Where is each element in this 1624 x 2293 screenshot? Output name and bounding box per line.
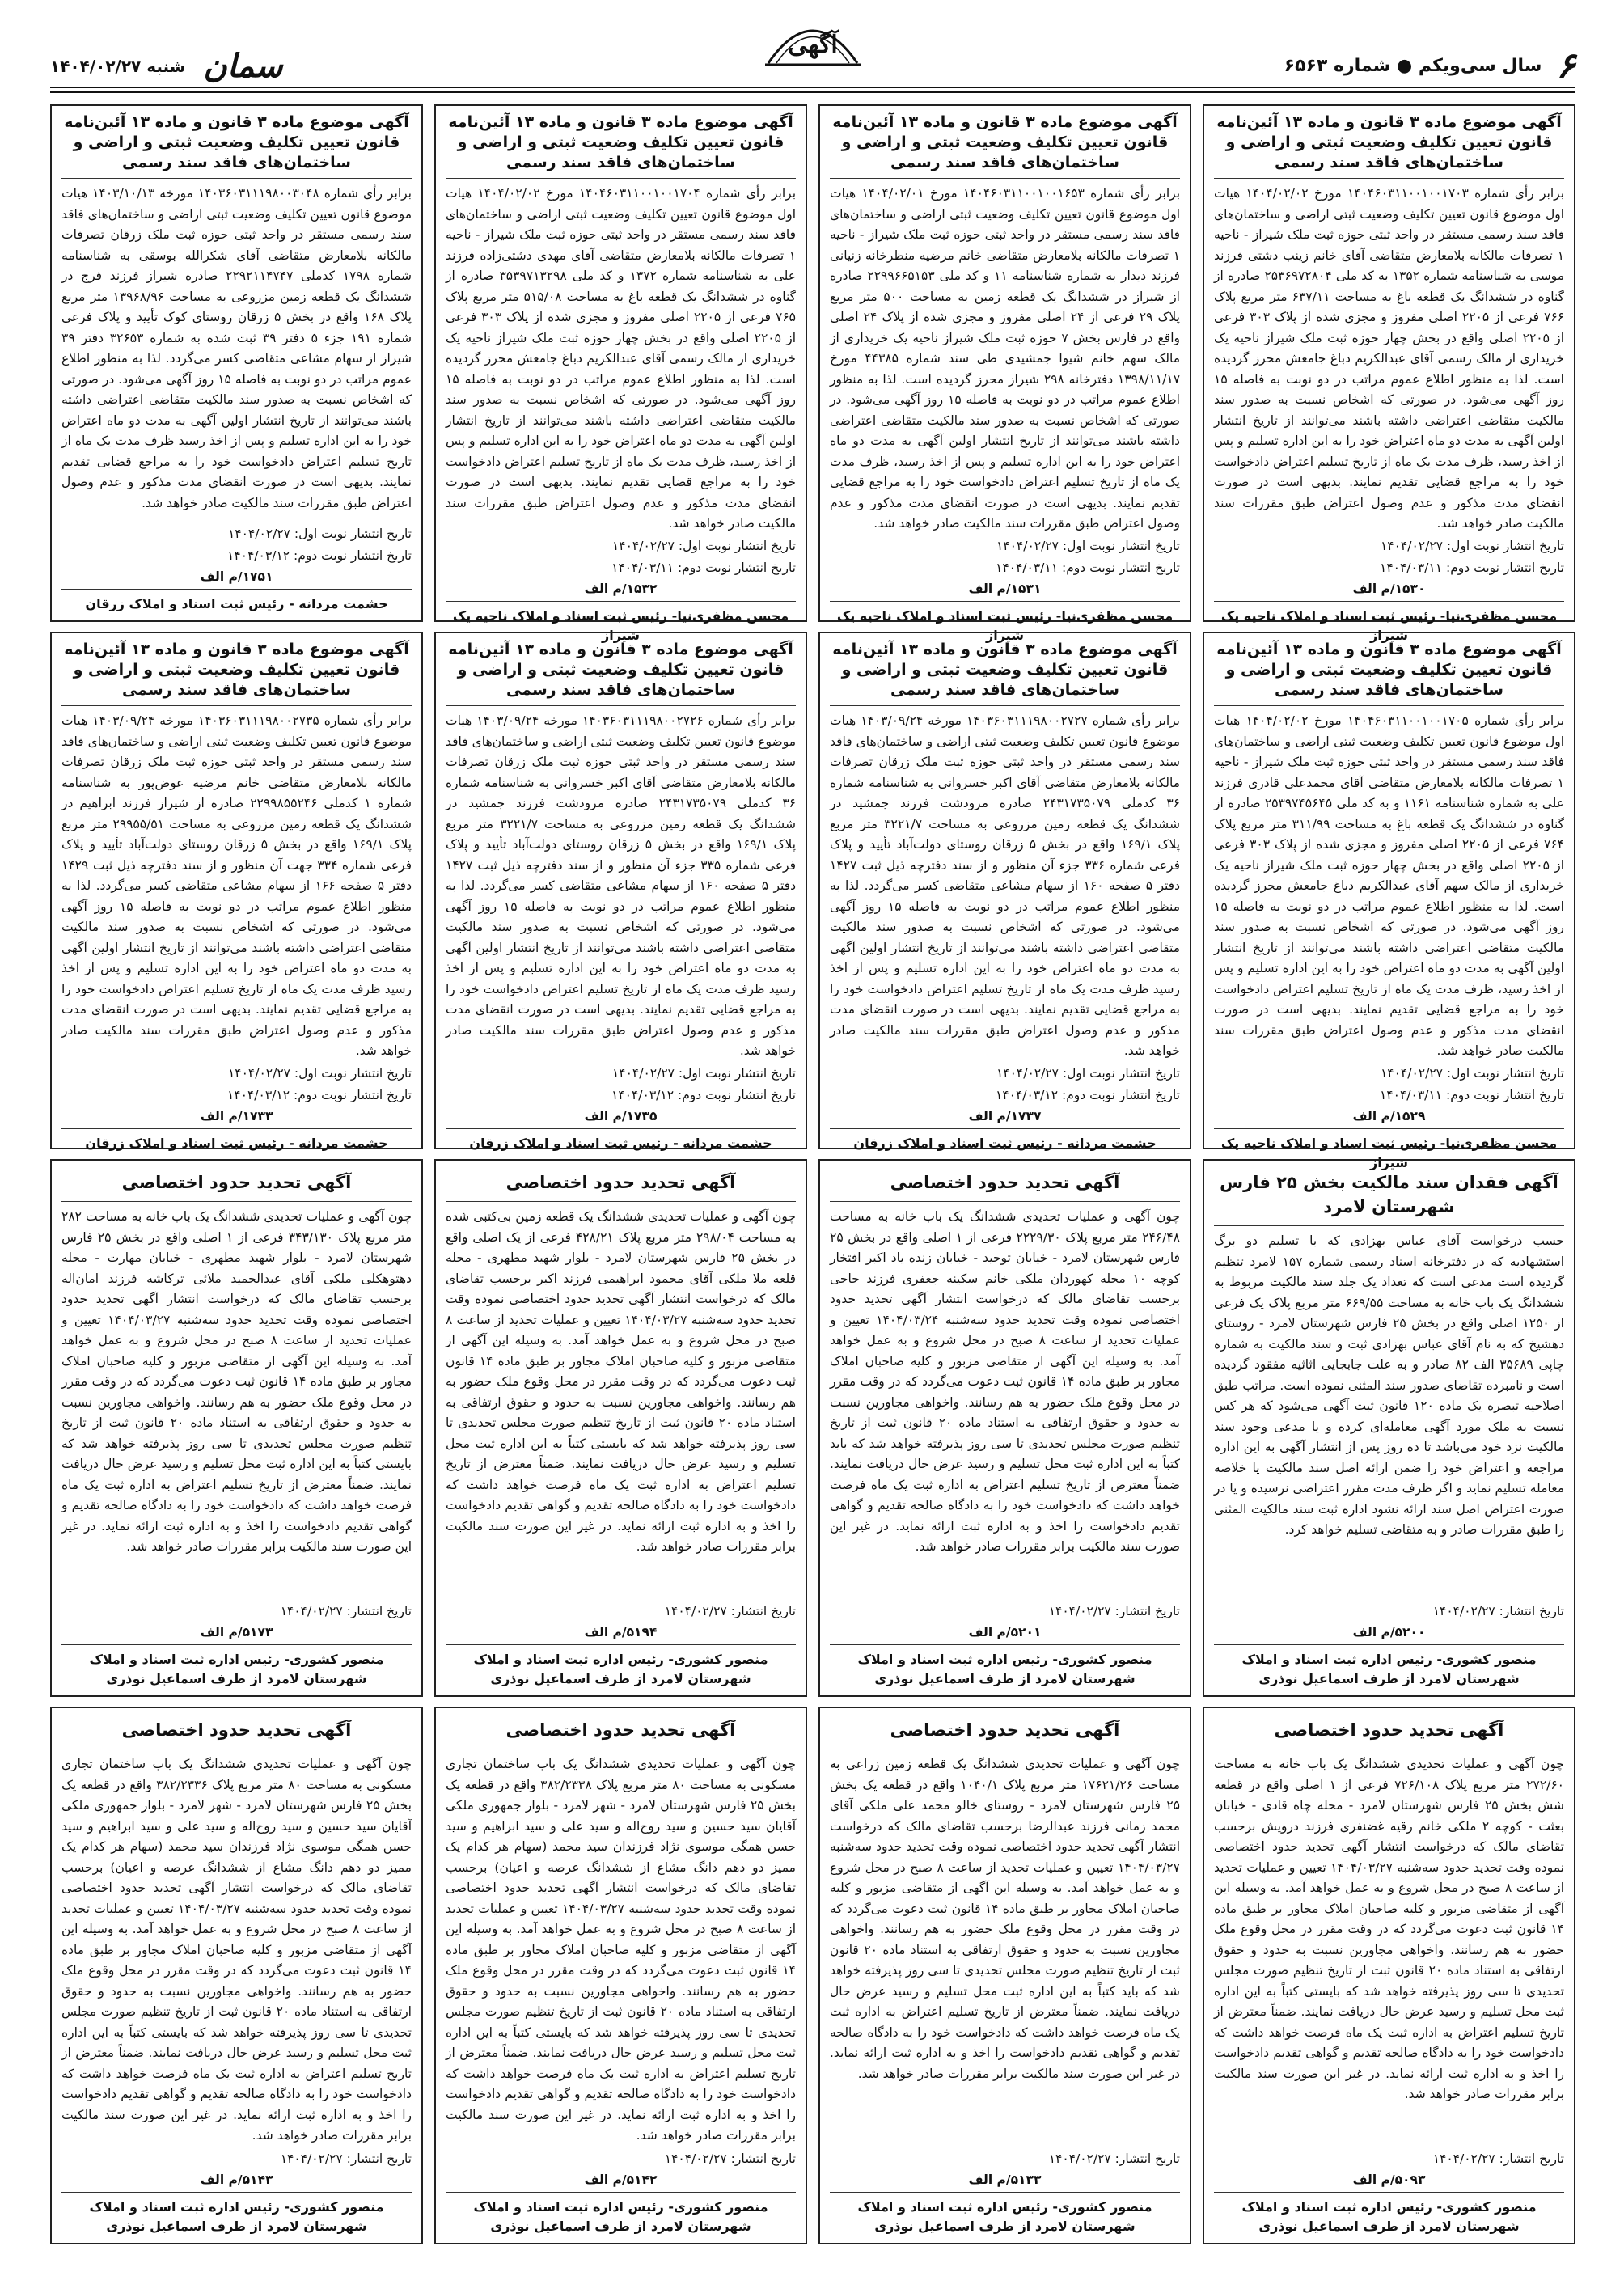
ad-title: آگهی تحدید حدود اختصاصی (830, 1715, 1180, 1749)
ad-card (434, 104, 807, 643)
ad-signature: حشمت مردانه - رئیس ثبت اسناد و املاک زرقان (61, 589, 412, 614)
ad-signature: منصور کشوری- رئیس اداره ثبت اسناد و املاک شهرستان لامرد از طرف اسماعیل نوذری (446, 2192, 796, 2236)
ad-date-second: تاریخ انتشار نوبت دوم: ۱۴۰۴/۰۳/۱۱ (1380, 1087, 1564, 1102)
section-title: آگهی (788, 31, 838, 59)
ad-card (434, 1707, 807, 2244)
ad-date-second: تاریخ انتشار نوبت دوم: ۱۴۰۴/۰۳/۱۱ (611, 560, 796, 575)
ad-date: تاریخ انتشار: ۱۴۰۴/۰۲/۲۷ (1048, 2151, 1180, 2166)
ad-title: آگهی تحدید حدود اختصاصی (830, 1167, 1180, 1202)
ad-date: تاریخ انتشار: ۱۴۰۴/۰۲/۲۷ (1048, 1604, 1180, 1618)
ad-date-second: تاریخ انتشار نوبت دوم: ۱۴۰۴/۰۳/۱۲ (996, 1087, 1180, 1102)
ad-date-second: تاریخ انتشار نوبت دوم: ۱۴۰۴/۰۳/۱۱ (1380, 560, 1564, 575)
ad-signature: حشمت مردانه - رئیس ثبت اسناد و املاک زرقان (61, 1128, 412, 1153)
ad-body: برابر رأی شماره ۱۴۰۳۶۰۳۱۱۱۹۸۰۰۳۰۴۸ مورخه ۱۴۰۳/۱۰/۱۳ هیات موضوع قانون تعیین تکلیف وضعیت ثبتی اراضی و ساختمان‌های فاقد سند رسمی مستقر در واحد ثبتی حوزه ثبت ملک زرقان تصرفات مالکانه بلامعارض متقاضی آقای شکرالله بوسقی به شناسنامه شماره ۱۷۹۸ کدملی ۲۲۹۲۱۱۴۷۴۷ صادره شیراز فرزند فرج در ششدانگ یک قطعه زمین مزروعی به مساحت ۱۳۹۶۸/۹۶ متر مربع پلاک ۱۶۸ واقع در بخش ۵ زرقان روستای کوک تأیید و پلاک فرعی شماره ۱۹۱ جزء ۵ دفتر ۳۹ ثبت شده به شماره ۳۲۶۵۳ دفتر ۳۹ شیراز از سهام مشاعی متقاضی کسر می‌گردد. لذا به منظور اطلاع عموم مراتب در دو نوبت به فاصله ۱۵ روز آگهی می‌شود. در صورتی که اشخاص نسبت به صدور سند مالکیت متقاضی اعتراضی داشته باشند می‌توانند از تاریخ انتشار اولین آگهی به مدت دو ماه اعتراض خود را به این اداره تسلیم و پس از اخذ رسید ظرف مدت یک ماه از تاریخ تسلیم اعتراض دادخواست خود را به مراجع قضایی تقدیم نمایند. بدیهی است در صورت انقضای مدت مذکور و عدم وصول اعتراض طبق مقررات سند مالکیت صادر خواهد شد. (61, 186, 412, 510)
ad-title: آگهی موضوع ماده ۳ قانون و ماده ۱۳ آئین‌نامه قانون تعیین تکلیف وضعیت ثبتی و اراضی و ساختمان‌های فاقد سند رسمی (1214, 640, 1564, 706)
ad-date-first: تاریخ انتشار نوبت اول: ۱۴۰۴/۰۲/۲۷ (227, 527, 412, 541)
ad-card (818, 1159, 1191, 1697)
header-divider (50, 87, 1575, 88)
ad-signature: حشمت مردانه - رئیس ثبت اسناد و املاک زرقان (446, 1128, 796, 1153)
masthead (50, 0, 1575, 93)
ad-body: برابر رأی شماره ۱۴۰۴۶۰۳۱۱۰۰۱۰۰۱۶۵۳ مورخ ۱۴۰۴/۰۲/۰۱ هیات اول موضوع قانون تعیین تکلیف وضعیت ثبتی اراضی و ساختمان‌های فاقد سند رسمی مستقر در واحد ثبتی حوزه ثبت ملک شیراز - ناحیه ۱ تصرفات مالکانه بلامعارض متقاضی خانم مرضیه منظرخانه زنیانی فرزند دیدار به شماره شناسنامه ۱۱ و کد ملی ۲۲۹۹۶۶۵۱۵۳ صادره از شیراز در ششدانگ یک قطعه زمین به مساحت ۵۰۰ متر مربع پلاک ۲۹ فرعی از ۲۴ اصلی مفروز و مجزی شده از پلاک ۲۴ اصلی واقع در فارس بخش ۷ حوزه ثبت ملک شیراز ناحیه یک خریداری از مالک سهم خانم شیوا جمشیدی طی سند شماره ۴۴۳۸۵ مورخ ۱۳۹۸/۱۱/۱۷ دفترخانه ۲۹۸ شیراز محرز گردیده است. لذا به منظور اطلاع عموم مراتب در دو نوبت به فاصله ۱۵ روز آگهی می‌شود. در صورتی که اشخاص نسبت به صدور سند مالکیت متقاضی اعتراضی داشته باشند می‌توانند از تاریخ انتشار اولین آگهی به مدت دو ماه اعتراض خود را به این اداره تسلیم و پس از اخذ رسید، ظرف مدت یک ماه از تاریخ تسلیم اعتراض دادخواست خود را به مراجع قضایی تقدیم نمایند. بدیهی است در صورت انقضای مدت مذکور و عدم وصول اعتراض طبق مقررات سند مالکیت صادر خواهد شد. (830, 186, 1181, 531)
ad-card (50, 1159, 423, 1697)
ad-card (434, 632, 807, 1149)
ad-date-first: تاریخ انتشار نوبت اول: ۱۴۰۴/۰۲/۲۷ (996, 1065, 1180, 1081)
ad-code: ۵۱۳۳/م الف (968, 2172, 1042, 2187)
ad-date-second: تاریخ انتشار نوبت دوم: ۱۴۰۴/۰۳/۱۲ (227, 548, 412, 563)
ad-date-first: تاریخ انتشار نوبت اول: ۱۴۰۴/۰۲/۲۷ (611, 1065, 796, 1081)
ad-date: تاریخ انتشار: ۱۴۰۴/۰۲/۲۷ (280, 2151, 412, 2166)
ad-body: برابر رأی شماره ۱۴۰۳۶۰۳۱۱۱۹۸۰۰۲۷۲۷ مورخه ۱۴۰۳/۰۹/۲۴ هیات موضوع قانون تعیین تکلیف وضعیت ثبتی اراضی و ساختمان‌های فاقد سند رسمی مستقر در واحد ثبتی حوزه ثبت ملک زرقان تصرفات مالکانه بلامعارض متقاضی آقای اکبر خسروانی به شناسنامه شماره ۳۶ کدملی ۲۴۳۱۷۳۵۰۷۹ صادره مرودشت فرزند جمشید در ششدانگ یک قطعه زمین مزروعی به مساحت ۳۲۲۱/۷ متر مربع پلاک ۱۶۹/۱ واقع در بخش ۵ زرقان روستای دولت‌آباد تأیید و پلاک فرعی شماره ۳۳۶ جزء آن منظور و از سند دفترچه ذیل ثبت ۱۴۲۷ دفتر ۵ صفحه ۱۶۰ از سهام مشاعی متقاضی کسر می‌گردد. لذا به منظور اطلاع عموم مراتب در دو نوبت به فاصله ۱۵ روز آگهی می‌شود. در صورتی که اشخاص نسبت به صدور سند مالکیت متقاضی اعتراضی داشته باشند می‌توانند از تاریخ انتشار اولین آگهی به مدت دو ماه اعتراض خود را به این اداره تسلیم و پس از اخذ رسید ظرف مدت یک ماه از تاریخ تسلیم اعتراض دادخواست خود را به مراجع قضایی تقدیم نمایند. بدیهی است در صورت انقضای مدت مذکور و عدم وصول اعتراض طبق مقررات سند مالکیت صادر خواهد شد. (830, 713, 1181, 1058)
ad-signature: منصور کشوری- رئیس اداره ثبت اسناد و املاک شهرستان لامرد از طرف اسماعیل نوذری (61, 1644, 412, 1689)
ad-card (1203, 632, 1575, 1170)
ads-grid (50, 104, 1575, 2244)
ad-body: چون آگهی و عملیات تحدیدی ششدانگ یک باب ساختمان تجاری مسکونی به مساحت ۸۰ متر مربع پلاک ۳۸۲/۲۳۳۶ واقع در قطعه یک بخش ۲۵ فارس شهرستان لامرد - شهر لامرد - بلوار جمهوری ملکی آقایان سید حسین و سید روح‌اله و سید علی و سید ابراهیم و سید حسن همگی موسوی نژاد فرزندان سید محمد (سهام هر کدام یک ممیز دو دهم دانگ مشاع از ششدانگ عرصه و اعیان) برحسب تقاضای مالک که درخواست انتشار آگهی تحدید حدود اختصاصی نموده وقت تحدید حدود سه‌شنبه ۱۴۰۴/۰۳/۲۷ تعیین و عملیات تحدید از ساعت ۸ صبح در محل شروع و به عمل خواهد آمد. به وسیله این آگهی از متقاضی مزبور و کلیه صاحبان املاک مجاور بر طبق ماده ۱۴ قانون ثبت دعوت می‌گردد که در وقت مقرر در محل وقوع ملک حضور به هم رسانند. واخواهی مجاورین نسبت به حدود و حقوق ارتفاقی به استناد ماده ۲۰ قانون ثبت از تاریخ تنظیم صورت مجلس تحدیدی تا سی روز پذیرفته خواهد شد که بایستی کتباً به این اداره ثبت محل تسلیم و رسید عرض حال دریافت نمایند. ضمناً معترض از تاریخ تسلیم اعتراض به اداره ثبت یک ماه فرصت خواهد داشت که دادخواست خود را به دادگاه صالحه تقدیم و گواهی تقدیم دادخواست را اخذ و به اداره ثبت ارائه نماید. در غیر این صورت سند مالکیت برابر مقررات صادر خواهد شد. (61, 1757, 412, 2143)
ad-signature: محسن مظفری‌نیا- رئیس ثبت اسناد و املاک ناحیه یک شیراز (1214, 601, 1564, 645)
ad-date-first: تاریخ انتشار نوبت اول: ۱۴۰۴/۰۲/۲۷ (1380, 538, 1564, 553)
ad-code: ۱۷۳۵/م الف (584, 1108, 658, 1123)
ad-code: ۱۵۳۰/م الف (1352, 581, 1426, 596)
ad-code: ۵۱۴۳/م الف (200, 2172, 273, 2187)
ad-date-first: تاریخ انتشار نوبت اول: ۱۴۰۴/۰۲/۲۷ (227, 1065, 412, 1081)
ad-code: ۵۱۷۳/م الف (200, 1625, 273, 1639)
ad-body: برابر رأی شماره ۱۴۰۳۶۰۳۱۱۱۹۸۰۰۲۷۲۶ مورخه ۱۴۰۳/۰۹/۲۴ هیات موضوع قانون تعیین تکلیف وضعیت ثبتی اراضی و ساختمان‌های فاقد سند رسمی مستقر در واحد ثبتی حوزه ثبت ملک زرقان تصرفات مالکانه بلامعارض متقاضی آقای اکبر خسروانی به شناسنامه شماره ۳۶ کدملی ۲۴۳۱۷۳۵۰۷۹ صادره مرودشت فرزند جمشید در ششدانگ یک قطعه زمین مزروعی به مساحت ۳۲۲۱/۷ متر مربع پلاک ۱۶۹/۱ واقع در بخش ۵ زرقان روستای دولت‌آباد تأیید و پلاک فرعی شماره ۳۳۵ جزء آن منظور و از سند دفترچه ذیل ثبت ۱۴۲۷ دفتر ۵ صفحه ۱۶۰ از سهام مشاعی متقاضی کسر می‌گردد. لذا به منظور اطلاع عموم مراتب در دو نوبت به فاصله ۱۵ روز آگهی می‌شود. در صورتی که اشخاص نسبت به صدور سند مالکیت متقاضی اعتراضی داشته باشند می‌توانند از تاریخ انتشار اولین آگهی به مدت دو ماه اعتراض خود را به این اداره تسلیم و پس از اخذ رسید ظرف مدت یک ماه از تاریخ تسلیم اعتراض دادخواست خود را به مراجع قضایی تقدیم نمایند. بدیهی است در صورت انقضای مدت مذکور و عدم وصول اعتراض طبق مقررات سند مالکیت صادر خواهد شد. (446, 713, 797, 1058)
ad-code: ۱۷۳۳/م الف (200, 1108, 273, 1123)
ad-title: آگهی موضوع ماده ۳ قانون و ماده ۱۳ آئین‌نامه قانون تعیین تکلیف وضعیت ثبتی و اراضی و ساختمان‌های فاقد سند رسمی (61, 640, 412, 706)
ad-signature: منصور کشوری- رئیس اداره ثبت اسناد و املاک شهرستان لامرد از طرف اسماعیل نوذری (1214, 2192, 1564, 2236)
ad-title: آگهی موضوع ماده ۳ قانون و ماده ۱۳ آئین‌نامه قانون تعیین تکلیف وضعیت ثبتی و اراضی و ساختمان‌های فاقد سند رسمی (1214, 112, 1564, 179)
ad-date: تاریخ انتشار: ۱۴۰۴/۰۲/۲۷ (664, 1604, 796, 1618)
ad-code: ۵۲۰۰/م الف (1352, 1625, 1426, 1639)
ad-body: برابر رأی شماره ۱۴۰۳۶۰۳۱۱۱۹۸۰۰۲۷۳۵ مورخه ۱۴۰۳/۰۹/۲۴ هیات موضوع قانون تعیین تکلیف وضعیت ثبتی اراضی و ساختمان‌های فاقد سند رسمی مستقر در واحد ثبتی حوزه ثبت ملک زرقان تصرفات مالکانه بلامعارض متقاضی خانم مرضیه عوض‌پور به شناسنامه شماره ۱ کدملی ۲۲۹۹۸۵۵۲۴۶ صادره از شیراز فرزند ابراهیم در ششدانگ یک قطعه زمین مزروعی به مساحت ۲۹۹۵۵/۵۱ متر مربع پلاک ۱۶۹/۱ واقع در بخش ۵ زرقان روستای دولت‌آباد تأیید و پلاک فرعی شماره ۳۳۴ جهت آن منظور و از سند دفترچه ذیل ثبت ۱۴۲۹ دفتر ۵ صفحه ۱۶۶ از سهام مشاعی متقاضی کسر می‌گردد. لذا به منظور اطلاع عموم مراتب در دو نوبت به فاصله ۱۵ روز آگهی می‌شود. در صورتی که اشخاص نسبت به صدور سند مالکیت متقاضی اعتراضی داشته باشند می‌توانند از تاریخ انتشار اولین آگهی به مدت دو ماه اعتراض خود را به این اداره تسلیم و پس از اخذ رسید ظرف مدت یک ماه از تاریخ تسلیم اعتراض دادخواست خود را به مراجع قضایی تقدیم نمایند. بدیهی است در صورت انقضای مدت مذکور و عدم وصول اعتراض طبق مقررات سند مالکیت صادر خواهد شد. (61, 713, 412, 1058)
ad-body: برابر رأی شماره ۱۴۰۴۶۰۳۱۱۰۰۱۰۰۱۷۰۳ مورخ ۱۴۰۴/۰۲/۰۲ هیات اول موضوع قانون تعیین تکلیف وضعیت ثبتی اراضی و ساختمان‌های فاقد سند رسمی مستقر در واحد ثبتی حوزه ثبت ملک شیراز - ناحیه ۱ تصرفات مالکانه بلامعارض متقاضی آقای خانم زینب دشتی فرزند موسی به شناسنامه شماره ۱۳۵۲ به کد ملی ۲۵۳۶۹۷۲۸۰۴ صادره از گناوه در ششدانگ یک قطعه باغ به مساحت ۶۳۷/۱۱ متر مربع پلاک ۷۶۶ فرعی از ۲۲۰۵ اصلی مفروز و مجزی شده از پلاک ۳۰۳ فرعی از ۲۲۰۵ اصلی واقع در بخش چهار حوزه ثبت ملک شیراز ناحیه یک خریداری از مالک رسمی آقای عبدالکریم دباغ جامعش محرز گردیده است. لذا به منظور اطلاع عموم مراتب در دو نوبت به فاصله ۱۵ روز آگهی می‌شود. در صورتی که اشخاص نسبت به صدور سند مالکیت متقاضی اعتراضی داشته باشند می‌توانند از تاریخ انتشار اولین آگهی به مدت دو ماه اعتراض خود را به این اداره تسلیم و پس از اخذ رسید، ظرف مدت یک ماه از تاریخ تسلیم اعتراض دادخواست خود را به مراجع قضایی تقدیم نمایند. بدیهی است در صورت انقضای مدت مذکور و عدم وصول اعتراض طبق مقررات سند مالکیت صادر خواهد شد. (1213, 186, 1565, 531)
ad-date: تاریخ انتشار: ۱۴۰۴/۰۲/۲۷ (664, 2151, 796, 2166)
issue-date: شنبه ۱۴۰۴/۰۲/۲۷ (50, 56, 186, 76)
ad-body: چون آگهی و عملیات تحدیدی ششدانگ یک باب خانه به مساحت ۲۸۲ متر مربع پلاک ۳۴۳/۱۳۰ فرعی از ۱ اصلی واقع در بخش ۲۵ فارس شهرستان لامرد - بلوار شهید مطهری - خیابان مهارت - محله دهتوهکلی ملکی آقای عبدالحمید ملائی ترکاشه فرزند امان‌اله برحسب تقاضای مالک که درخواست انتشار آگهی تحدید حدود اختصاصی نموده وقت تحدید حدود سه‌شنبه ۱۴۰۴/۰۳/۲۷ تعیین و عملیات تحدید از ساعت ۸ صبح در محل شروع و به عمل خواهد آمد. به وسیله این آگهی از متقاضی مزبور و کلیه صاحبان املاک مجاور بر طبق ماده ۱۴ قانون ثبت دعوت می‌گردد که در وقت مقرر در محل وقوع ملک حضور به هم رسانند. واخواهی مجاورین نسبت به حدود و حقوق ارتفاقی به استناد ماده ۲۰ قانون ثبت از تاریخ تنظیم صورت مجلس تحدیدی تا سی روز پذیرفته خواهد شد که بایستی کتباً به این اداره ثبت محل تسلیم و رسید عرض حال دریافت نمایند. ضمناً معترض از تاریخ تسلیم اعتراض به اداره ثبت یک ماه فرصت خواهد داشت که دادخواست خود را به دادگاه صالحه تقدیم و گواهی تقدیم دادخواست را اخذ و به اداره ثبت ارائه نماید. در غیر این صورت سند مالکیت برابر مقررات صادر خواهد شد. (61, 1209, 412, 1554)
ad-card (50, 104, 423, 622)
newspaper-logo: سمان (203, 47, 283, 85)
ad-title: آگهی موضوع ماده ۳ قانون و ماده ۱۳ آئین‌نامه قانون تعیین تکلیف وضعیت ثبتی و اراضی و ساختمان‌های فاقد سند رسمی (830, 640, 1180, 706)
ad-date-second: تاریخ انتشار نوبت دوم: ۱۴۰۴/۰۳/۱۲ (227, 1087, 412, 1102)
ad-card (50, 1707, 423, 2244)
ad-signature: محسن مظفری‌نیا- رئیس ثبت اسناد و املاک ناحیه یک شیراز (446, 601, 796, 645)
ad-title: آگهی تحدید حدود اختصاصی (61, 1167, 412, 1202)
ad-body: حسب درخواست آقای عباس بهزادی که با تسلیم دو برگ استشهادیه که در دفترخانه اسناد رسمی شماره ۱۵۷ لامرد تنظیم گردیده است مدعی است که تعداد یک جلد سند مالکیت مربوط به ششدانگ یک باب خانه به مساحت ۶۶۹/۵۵ متر مربع پلاک یک فرعی از ۱۲۵۰ اصلی واقع در بخش ۲۵ فارس شهرستان لامرد - روستای دهشیخ که به نام آقای عباس بهزادی ثبت و سند مالکیت به شماره چاپی ۳۵۶۸۹ الف ۸۲ صادر و به علت جابجایی اثاثیه مفقود گردیده است و نامبرده تقاضای صدور سند المثنی نموده است. مراتب طبق اصلاحیه تبصره یک ماده ۱۲۰ قانون ثبت آگهی می‌شود که هر کس نسبت به ملک مورد آگهی معامله‌ای کرده و یا مدعی وجود سند مالکیت نزد خود می‌باشد تا ده روز پس از انتشار آگهی به این اداره مراجعه و اعتراض خود را ضمن ارائه اصل سند مالکیت یا خلاصه معامله تسلیم نماید و اگر ظرف مدت مقرر اعتراضی نرسیده و یا در صورت اعتراض اصل سند ارائه نشود اداره ثبت سند مالکیت المثنی را طبق مقررات صادر و به متقاضی تسلیم خواهد کرد. (1214, 1233, 1565, 1537)
ad-title: آگهی تحدید حدود اختصاصی (446, 1715, 796, 1749)
ad-title: آگهی موضوع ماده ۳ قانون و ماده ۱۳ آئین‌نامه قانون تعیین تکلیف وضعیت ثبتی و اراضی و ساختمان‌های فاقد سند رسمی (61, 112, 412, 179)
ad-body: چون آگهی و عملیات تحدیدی ششدانگ یک قطعه زمین زراعی به مساحت ۱۷۶۲۱/۲۶ متر مربع پلاک ۱۰۴۰/۱ واقع در قطعه یک بخش ۲۵ فارس شهرستان لامرد - روستای خالو محمد علی ملکی آقای محمد زمانی فرزند عبدالرضا برحسب تقاضای مالک که درخواست انتشار آگهی تحدید حدود اختصاصی نموده وقت تحدید حدود سه‌شنبه ۱۴۰۴/۰۳/۲۷ تعیین و عملیات تحدید از ساعت ۸ صبح در محل شروع و به عمل خواهد آمد. به وسیله این آگهی از متقاضی مزبور و کلیه صاحبان املاک مجاور بر طبق ماده ۱۴ قانون ثبت دعوت می‌گردد که در وقت مقرر در محل وقوع ملک حضور به هم رسانند. واخواهی مجاورین نسبت به حدود و حقوق ارتفاقی به استناد ماده ۲۰ قانون ثبت از تاریخ تنظیم صورت مجلس تحدیدی تا سی روز پذیرفته خواهد شد که باید کتباً به این اداره ثبت محل تسلیم و رسید عرض حال دریافت نمایند. ضمناً معترض از تاریخ تسلیم اعتراض به اداره ثبت یک ماه فرصت خواهد داشت که دادخواست خود را به دادگاه صالحه تقدیم و گواهی تقدیم دادخواست را اخذ و به اداره ثبت ارائه نماید. در غیر این صورت سند مالکیت برابر مقررات صادر خواهد شد. (830, 1757, 1181, 2081)
ad-code: ۱۷۵۱/م الف (200, 569, 273, 584)
ad-code: ۱۵۳۱/م الف (968, 581, 1042, 596)
ad-signature: حشمت مردانه - رئیس ثبت اسناد و املاک زرقان (830, 1128, 1180, 1153)
ad-card (818, 104, 1191, 643)
ad-signature: منصور کشوری- رئیس اداره ثبت اسناد و املاک شهرستان لامرد از طرف اسماعیل نوذری (830, 1644, 1180, 1689)
ad-signature: منصور کشوری- رئیس اداره ثبت اسناد و املاک شهرستان لامرد از طرف اسماعیل نوذری (446, 1644, 796, 1689)
issue-header (1284, 45, 1575, 87)
ad-code: ۱۵۲۹/م الف (1352, 1108, 1426, 1123)
ad-title: آگهی تحدید حدود اختصاصی (61, 1715, 412, 1749)
ad-card (1203, 1159, 1575, 1697)
ad-date: تاریخ انتشار: ۱۴۰۴/۰۲/۲۷ (280, 1604, 412, 1618)
ad-body: چون آگهی و عملیات تحدیدی ششدانگ یک باب خانه به مساحت ۲۷۲/۶۰ متر مربع پلاک ۷۲۶/۱۰۸ فرعی از ۱ اصلی واقع در قطعه شش بخش ۲۵ فارس شهرستان لامرد - محله چاه قادی - خیابان بعثت - کوچه ۲ ملکی خانم رقیه غضنفری فرزند درویش برحسب تقاضای مالک که درخواست انتشار آگهی تحدید حدود اختصاصی نموده وقت تحدید حدود سه‌شنبه ۱۴۰۴/۰۳/۲۷ تعیین و عملیات تحدید از ساعت ۸ صبح در محل شروع و به عمل خواهد آمد. به وسیله این آگهی از متقاضی مزبور و کلیه صاحبان املاک مجاور بر طبق ماده ۱۴ قانون ثبت دعوت می‌گردد که در وقت مقرر در محل وقوع ملک حضور به هم رسانند. واخواهی مجاورین نسبت به حدود و حقوق ارتفاقی به استناد ماده ۲۰ قانون ثبت از تاریخ تنظیم صورت مجلس تحدیدی تا سی روز پذیرفته خواهد شد که بایستی کتباً به این اداره ثبت محل تسلیم و رسید عرض حال دریافت نمایند. ضمناً معترض از تاریخ تسلیم اعتراض به اداره ثبت یک ماه فرصت خواهد داشت که دادخواست خود را به دادگاه صالحه تقدیم و گواهی تقدیم دادخواست را اخذ و به اداره ثبت ارائه نماید. در غیر این صورت سند مالکیت برابر مقررات صادر خواهد شد. (1214, 1757, 1565, 2101)
ad-title: آگهی فقدان سند مالکیت بخش ۲۵ فارس شهرستان لامرد (1214, 1167, 1564, 1226)
ad-card (818, 1707, 1191, 2244)
ad-body: برابر رأی شماره ۱۴۰۴۶۰۳۱۱۰۰۱۰۰۱۷۰۴ مورخ ۱۴۰۴/۰۲/۰۲ هیات اول موضوع قانون تعیین تکلیف وضعیت ثبتی اراضی و ساختمان‌های فاقد سند رسمی مستقر در واحد ثبتی حوزه ثبت ملک شیراز - ناحیه ۱ تصرفات مالکانه بلامعارض متقاضی آقای مهدی دشتی‌زاده فرزند علی به شناسنامه شماره ۱۳۷۲ و کد ملی ۳۵۳۹۷۱۳۲۹۸ صادره از گناوه در ششدانگ یک قطعه باغ به مساحت ۵۱۵/۰۸ متر مربع پلاک ۷۶۵ فرعی از ۲۲۰۵ اصلی مفروز و مجزی شده از پلاک ۳۰۳ فرعی از ۲۲۰۵ اصلی واقع در بخش چهار حوزه ثبت ملک شیراز ناحیه یک خریداری از مالک رسمی آقای عبدالکریم دباغ جامعش محرز گردیده است. لذا به منظور اطلاع عموم مراتب در دو نوبت به فاصله ۱۵ روز آگهی می‌شود. در صورتی که اشخاص نسبت به صدور سند مالکیت متقاضی اعتراضی داشته باشند می‌توانند از تاریخ انتشار اولین آگهی به مدت دو ماه اعتراض خود را به این اداره تسلیم و پس از اخذ رسید، ظرف مدت یک ماه از تاریخ تسلیم اعتراض دادخواست خود را به مراجع قضایی تقدیم نمایند. بدیهی است در صورت انقضای مدت مذکور و عدم وصول اعتراض طبق مقررات سند مالکیت صادر خواهد شد. (445, 186, 797, 531)
ad-code: ۱۵۳۲/م الف (584, 581, 658, 596)
ad-date-second: تاریخ انتشار نوبت دوم: ۱۴۰۴/۰۳/۱۱ (996, 560, 1180, 575)
ad-date-first: تاریخ انتشار نوبت اول: ۱۴۰۴/۰۲/۲۷ (1380, 1065, 1564, 1081)
ad-card (1203, 1707, 1575, 2244)
ad-card (1203, 104, 1575, 643)
ad-body: برابر رأی شماره ۱۴۰۴۶۰۳۱۱۰۰۱۰۰۱۷۰۵ مورخ ۱۴۰۴/۰۲/۰۲ هیات اول موضوع قانون تعیین تکلیف وضعیت ثبتی اراضی و ساختمان‌های فاقد سند رسمی مستقر در واحد ثبتی حوزه ثبت ملک شیراز - ناحیه ۱ تصرفات مالکانه بلامعارض متقاضی آقای محمدعلی قادری فرزند علی به شماره شناسنامه ۱۱۶۱ و به کد ملی ۲۵۳۹۷۴۵۶۴۵ صادره از گناوه در ششدانگ یک قطعه باغ به مساحت ۳۱۱/۹۹ متر مربع پلاک ۷۶۴ فرعی از ۲۲۰۵ اصلی مفروز و مجزی شده از پلاک ۳۰۳ فرعی از ۲۲۰۵ اصلی واقع در بخش چهار حوزه ثبت ملک شیراز ناحیه یک خریداری از مالک سهم آقای عبدالکریم دباغ جامعش محرز گردیده است. لذا به منظور اطلاع عموم مراتب در دو نوبت به فاصله ۱۵ روز آگهی می‌شود. در صورتی که اشخاص نسبت به صدور سند مالکیت متقاضی اعتراضی داشته باشند می‌توانند از تاریخ انتشار اولین آگهی به مدت دو ماه اعتراض خود را به این اداره تسلیم و پس از اخذ رسید، ظرف مدت یک ماه از تاریخ تسلیم اعتراض دادخواست خود را به مراجع قضایی تقدیم نمایند. بدیهی است در صورت انقضای مدت مذکور و عدم وصول اعتراض طبق مقررات سند مالکیت صادر خواهد شد. (1213, 713, 1565, 1058)
ad-body: چون آگهی و عملیات تحدیدی ششدانگ یک قطعه زمین بی‌کتبی شده به مساحت ۲۹۸/۰۴ متر مربع پلاک ۴۲۸/۲۱ فرعی از یک اصلی واقع در بخش ۲۵ فارس شهرستان لامرد - بلوار شهید مطهری - محله قلعه ملا ملکی آقای محمود ابراهیمی فرزند اکبر برحسب تقاضای مالک که درخواست انتشار آگهی تحدید حدود اختصاصی نموده وقت تحدید حدود سه‌شنبه ۱۴۰۴/۰۳/۲۷ تعیین و عملیات تحدید از ساعت ۸ صبح در محل شروع و به عمل خواهد آمد. به وسیله این آگهی از متقاضی مزبور و کلیه صاحبان املاک مجاور بر طبق ماده ۱۴ قانون ثبت دعوت می‌گردد که در وقت مقرر در محل وقوع ملک حضور به هم رسانند. واخواهی مجاورین نسبت به حدود و حقوق ارتفاقی به استناد ماده ۲۰ قانون ثبت از تاریخ تنظیم صورت مجلس تحدیدی تا سی روز پذیرفته خواهد شد که بایستی کتباً به این اداره ثبت محل تسلیم و رسید عرض حال دریافت نمایند. ضمناً معترض از تاریخ تسلیم اعتراض به اداره ثبت یک ماه فرصت خواهد داشت که دادخواست خود را به دادگاه صالحه تقدیم و گواهی تقدیم دادخواست را اخذ و به اداره ثبت ارائه نماید. در غیر این صورت سند مالکیت برابر مقررات صادر خواهد شد. (446, 1209, 797, 1554)
ad-title: آگهی موضوع ماده ۳ قانون و ماده ۱۳ آئین‌نامه قانون تعیین تکلیف وضعیت ثبتی و اراضی و ساختمان‌های فاقد سند رسمی (830, 112, 1180, 179)
ad-signature: محسن مظفری‌نیا- رئیس ثبت اسناد و املاک ناحیه یک شیراز (1214, 1128, 1564, 1173)
section-emblem (760, 6, 865, 81)
ad-date-first: تاریخ انتشار نوبت اول: ۱۴۰۴/۰۲/۲۷ (611, 538, 796, 553)
ad-signature: محسن مظفری‌نیا- رئیس ثبت اسناد و املاک ناحیه یک شیراز (830, 601, 1180, 645)
ad-code: ۱۷۳۷/م الف (968, 1108, 1042, 1123)
ad-signature: منصور کشوری- رئیس اداره ثبت اسناد و املاک شهرستان لامرد از طرف اسماعیل نوذری (61, 2192, 412, 2236)
ad-code: ۵۰۹۳/م الف (1352, 2172, 1426, 2187)
ad-title: آگهی موضوع ماده ۳ قانون و ماده ۱۳ آئین‌نامه قانون تعیین تکلیف وضعیت ثبتی و اراضی و ساختمان‌های فاقد سند رسمی (446, 112, 796, 179)
ad-card (434, 1159, 807, 1697)
ad-title: آگهی موضوع ماده ۳ قانون و ماده ۱۳ آئین‌نامه قانون تعیین تکلیف وضعیت ثبتی و اراضی و ساختمان‌های فاقد سند رسمی (446, 640, 796, 706)
ad-card (818, 632, 1191, 1149)
ad-signature: منصور کشوری- رئیس اداره ثبت اسناد و املاک شهرستان لامرد از طرف اسماعیل نوذری (830, 2192, 1180, 2236)
ad-signature: منصور کشوری- رئیس اداره ثبت اسناد و املاک شهرستان لامرد از طرف اسماعیل نوذری (1214, 1644, 1564, 1689)
ad-date: تاریخ انتشار: ۱۴۰۴/۰۲/۲۷ (1432, 1604, 1564, 1618)
date-header (50, 47, 283, 85)
ad-body: چون آگهی و عملیات تحدیدی ششدانگ یک باب ساختمان تجاری مسکونی به مساحت ۸۰ متر مربع پلاک ۳۸۲/۲۳۳۸ واقع در قطعه یک بخش ۲۵ فارس شهرستان لامرد - شهر لامرد - بلوار جمهوری ملکی آقایان سید حسین و سید روح‌اله و سید علی و سید ابراهیم و سید حسن همگی موسوی نژاد فرزندان سید محمد (سهام هر کدام یک ممیز دو دهم دانگ مشاع از ششدانگ عرصه و اعیان) برحسب تقاضای مالک که درخواست انتشار آگهی تحدید حدود اختصاصی نموده وقت تحدید حدود سه‌شنبه ۱۴۰۴/۰۳/۲۷ تعیین و عملیات تحدید از ساعت ۸ صبح در محل شروع و به عمل خواهد آمد. به وسیله این آگهی از متقاضی مزبور و کلیه صاحبان املاک مجاور بر طبق ماده ۱۴ قانون ثبت دعوت می‌گردد که در وقت مقرر در محل وقوع ملک حضور به هم رسانند. واخواهی مجاورین نسبت به حدود و حقوق ارتفاقی به استناد ماده ۲۰ قانون ثبت از تاریخ تنظیم صورت مجلس تحدیدی تا سی روز پذیرفته خواهد شد که بایستی کتباً به این اداره ثبت محل تسلیم و رسید عرض حال دریافت نمایند. ضمناً معترض از تاریخ تسلیم اعتراض به اداره ثبت یک ماه فرصت خواهد داشت که دادخواست خود را به دادگاه صالحه تقدیم و گواهی تقدیم دادخواست را اخذ و به اداره ثبت ارائه نماید. در غیر این صورت سند مالکیت برابر مقررات صادر خواهد شد. (446, 1757, 796, 2143)
ad-date: تاریخ انتشار: ۱۴۰۴/۰۲/۲۷ (1432, 2151, 1564, 2166)
ad-card (50, 632, 423, 1149)
ad-code: ۵۱۹۴/م الف (584, 1625, 658, 1639)
page-number: ۶ (1556, 45, 1575, 87)
issue-info: سال سی‌ویکم ● شماره ۶۵۶۳ (1284, 56, 1542, 76)
ad-date-second: تاریخ انتشار نوبت دوم: ۱۴۰۴/۰۳/۱۲ (611, 1087, 796, 1102)
ad-body: چون آگهی و عملیات تحدیدی ششدانگ یک باب خانه به مساحت ۲۴۶/۴۸ متر مربع پلاک ۲۲۲۹/۳۰ فرعی از ۱ اصلی واقع در بخش ۲۵ فارس شهرستان لامرد - خیابان توحید - خیابان زنده یاد اکبر افتخار کوچه ۱۰ محله کهوردان ملکی خانم سکینه جعفری فرزند حاجی برحسب تقاضای مالک که درخواست انتشار آگهی تحدید حدود اختصاصی نموده وقت تحدید حدود سه‌شنبه ۱۴۰۴/۰۳/۲۴ تعیین و عملیات تحدید از ساعت ۸ صبح در محل شروع و به عمل خواهد آمد. به وسیله این آگهی از متقاضی مزبور و کلیه صاحبان املاک مجاور بر طبق ماده ۱۴ قانون ثبت دعوت می‌گردد که در وقت مقرر در محل وقوع ملک حضور به هم رسانند. واخواهی مجاورین نسبت به حدود و حقوق ارتفاقی به استناد ماده ۲۰ قانون ثبت از تاریخ تنظیم صورت مجلس تحدیدی تا سی روز پذیرفته خواهد شد که باید کتباً به این اداره ثبت محل تسلیم و رسید عرض حال دریافت نمایند. ضمناً معترض از تاریخ تسلیم اعتراض به اداره ثبت یک ماه فرصت خواهد داشت که دادخواست خود را به دادگاه صالحه تقدیم و گواهی تقدیم دادخواست را اخذ و به اداره ثبت ارائه نماید. در غیر این صورت سند مالکیت برابر مقررات صادر خواهد شد. (830, 1209, 1181, 1554)
ad-code: ۵۲۰۱/م الف (968, 1625, 1042, 1639)
ad-code: ۵۱۴۲/م الف (584, 2172, 658, 2187)
ad-title: آگهی تحدید حدود اختصاصی (446, 1167, 796, 1202)
ad-date-first: تاریخ انتشار نوبت اول: ۱۴۰۴/۰۲/۲۷ (996, 538, 1180, 553)
ad-title: آگهی تحدید حدود اختصاصی (1214, 1715, 1564, 1749)
